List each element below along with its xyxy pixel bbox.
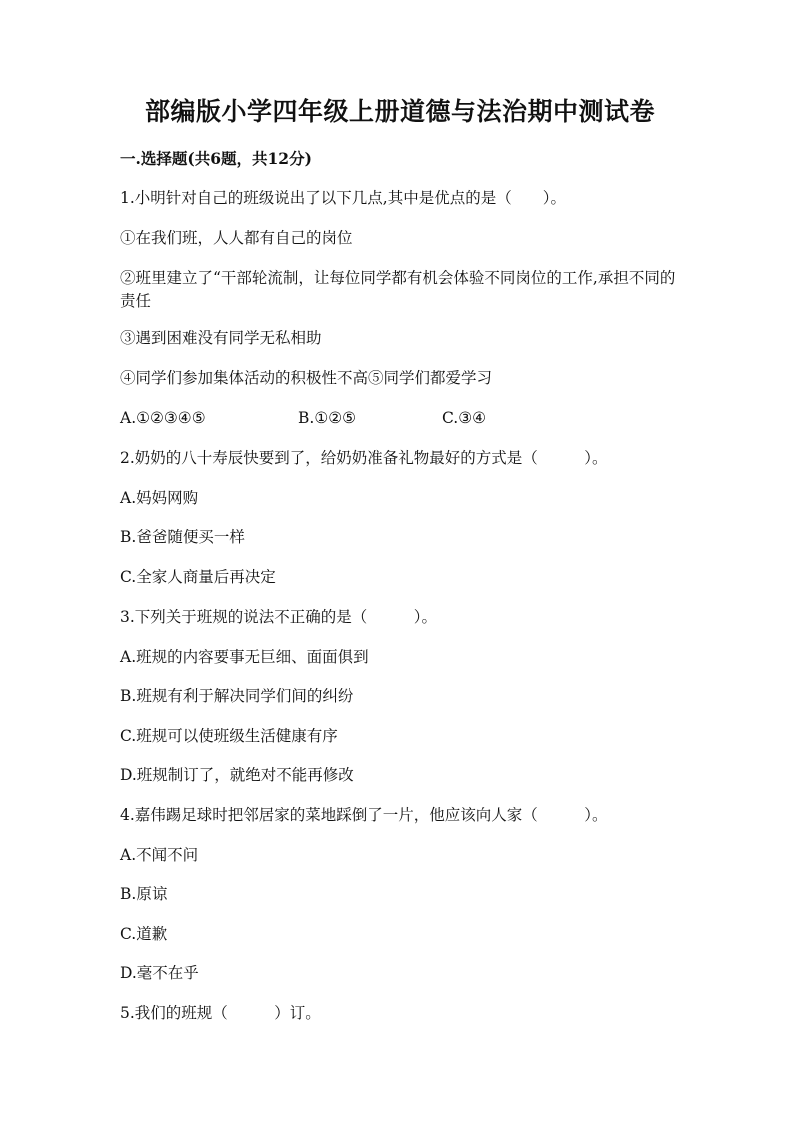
question-1-item-4: ④同学们参加集体活动的积极性不高⑤同学们都爱学习 — [120, 369, 493, 387]
question-3-option-c[interactable]: C.班规可以使班级生活健康有序 — [120, 727, 338, 745]
question-3-stem: 3.下列关于班规的说法不正确的是（ ）。 — [120, 608, 438, 626]
question-2-option-a[interactable]: A.妈妈网购 — [120, 489, 199, 507]
question-1-option-b[interactable]: B.①②⑤ — [298, 409, 357, 427]
question-1-item-1: ①在我们班，人人都有自己的岗位 — [120, 229, 353, 247]
question-3-option-a[interactable]: A.班规的内容要事无巨细、面面俱到 — [120, 648, 369, 666]
question-3-option-b[interactable]: B.班规有利于解决同学们间的纠纷 — [120, 687, 354, 705]
question-2-option-c[interactable]: C.全家人商量后再决定 — [120, 568, 276, 586]
question-2-option-b[interactable]: B.爸爸随便买一样 — [120, 528, 245, 546]
question-4-option-a[interactable]: A.不闻不问 — [120, 846, 199, 864]
section-heading: 一.选择题(共6题，共12分) — [120, 149, 312, 168]
question-4-option-d[interactable]: D.毫不在乎 — [120, 964, 199, 982]
question-4-option-c[interactable]: C.道歉 — [120, 925, 168, 943]
page-title: 部编版小学四年级上册道德与法治期中测试卷 — [144, 97, 655, 126]
question-4-option-b[interactable]: B.原谅 — [120, 885, 168, 903]
question-1-stem: 1.小明针对自己的班级说出了以下几点,其中是优点的是（ ）。 — [120, 189, 566, 207]
question-4-stem: 4.嘉伟踢足球时把邻居家的菜地踩倒了一片，他应该向人家（ ）。 — [120, 806, 608, 824]
question-3-option-d[interactable]: D.班规制订了，就绝对不能再修改 — [120, 766, 354, 784]
question-1-option-a[interactable]: A.①②③④⑤ — [120, 409, 206, 427]
question-2-stem: 2.奶奶的八十寿辰快要到了，给奶奶准备礼物最好的方式是（ ）。 — [120, 449, 608, 467]
question-1-option-c[interactable]: C.③④ — [442, 409, 487, 427]
question-1-item-3: ③遇到困难没有同学无私相助 — [120, 329, 322, 347]
question-1-item-2: ②班里建立了“干部轮流制，让每位同学都有机会体验不同岗位的工作,承担不同的责任 — [120, 269, 676, 310]
question-5-stem: 5.我们的班规（ ）订。 — [120, 1004, 321, 1022]
